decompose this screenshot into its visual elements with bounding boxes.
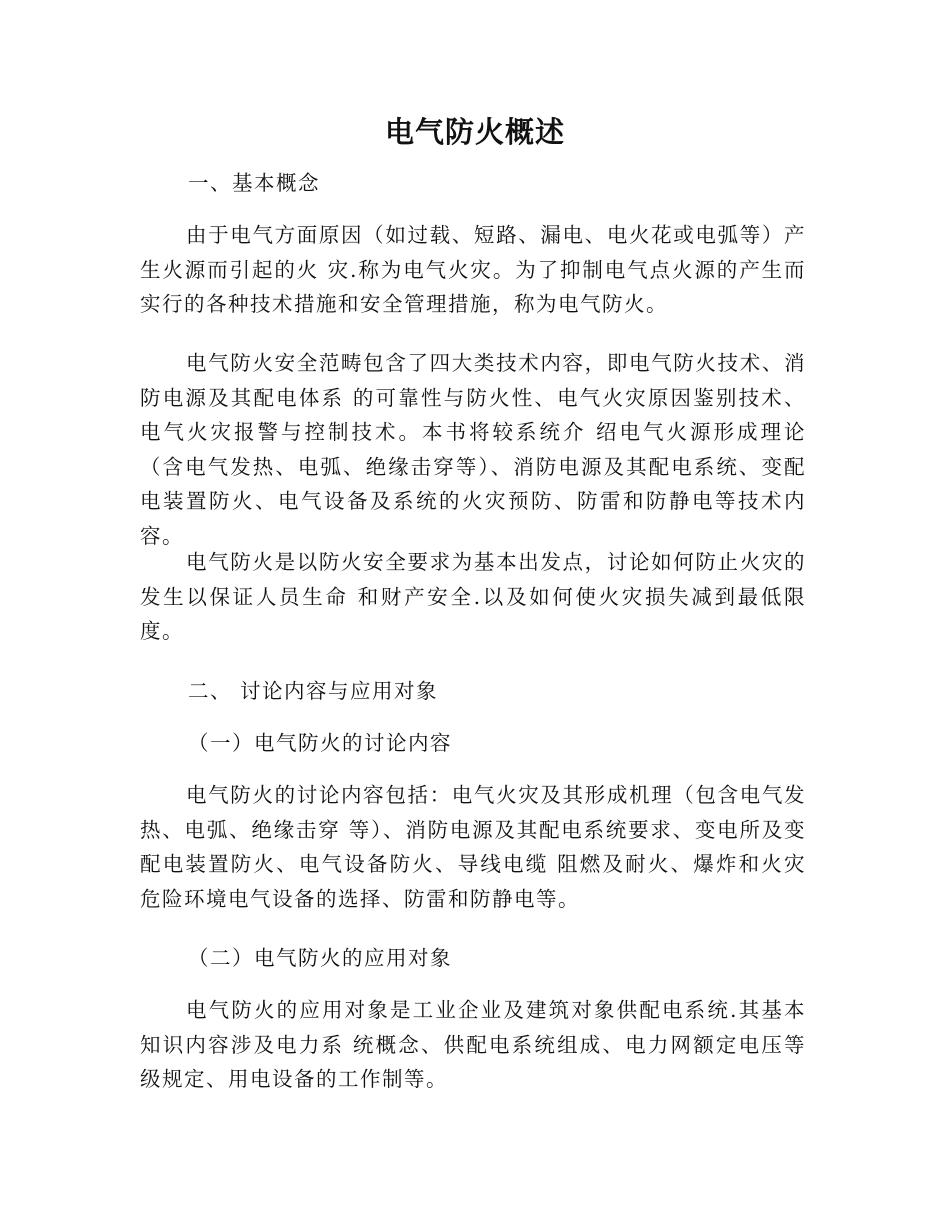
paragraph-application-objects: 电气防火的应用对象是工业企业及建筑对象供配电系统.其基本知识内容涉及电力系 统概念、供配电系统组成、电力网额定电压等级规定、用电设备的工作制等。 — [140, 998, 806, 1091]
subsection-2-paragraph-block — [140, 993, 806, 1097]
paragraph-safety-scope: 电气防火安全范畴包含了四大类技术内容，即电气防火技术、消防电源及其配电体系 的可靠性与防火性、电气火灾原因鉴别技术、电气火灾报警与控制技术。本书将较系统介 绍电气火源形成理论（含电气发热、电弧、绝缘击穿等）、消防电源及其配电系统、变配 电装置防火、电气设备及系统的火灾预防、防雷和防静电等技术内容。 — [140, 351, 806, 548]
paragraph-discussion-content: 电气防火的讨论内容包括：电气火灾及其形成机理（包含电气发热、电弧、绝缘击穿 等）、消防电源及其配电系统要求、变电所及变配电装置防火、电气设备防火、导线电缆 阻燃及耐火、爆炸和火灾危险环境电气设备的选择、防雷和防静电等。 — [140, 783, 806, 911]
section-heading-basic-concepts: 一、基本概念 — [188, 171, 320, 195]
section-1 — [140, 166, 806, 201]
subsection-heading-discussion-content: （一）电气防火的讨论内容 — [188, 731, 452, 755]
section-1-paragraph-3-block — [140, 545, 806, 649]
section-1-paragraph-2-block — [140, 346, 806, 553]
section-heading-content-and-objects: 二、 讨论内容与应用对象 — [188, 679, 439, 703]
subsection-heading-application-objects: （二）电气防火的应用对象 — [188, 946, 452, 970]
subsection-1 — [140, 726, 806, 761]
section-1-paragraph-1-block — [140, 218, 806, 322]
section-2 — [140, 674, 806, 709]
subsection-2 — [140, 941, 806, 976]
paragraph-fire-prevention-goal: 电气防火是以防火安全要求为基本出发点，讨论如何防止火灾的发生以保证人员生命 和财产安全.以及如何使火灾损失减到最低限度。 — [140, 550, 806, 643]
document-title: 电气防火概述 — [384, 115, 565, 149]
subsection-1-paragraph-block — [140, 778, 806, 916]
paragraph-electrical-fire-definition: 由于电气方面原因（如过载、短路、漏电、电火花或电弧等）产生火源而引起的火 灾.称为电气火灾。为了抑制电气点火源的产生而实行的各种技术措施和安全管理措施，称为电气防火。 — [140, 223, 806, 316]
